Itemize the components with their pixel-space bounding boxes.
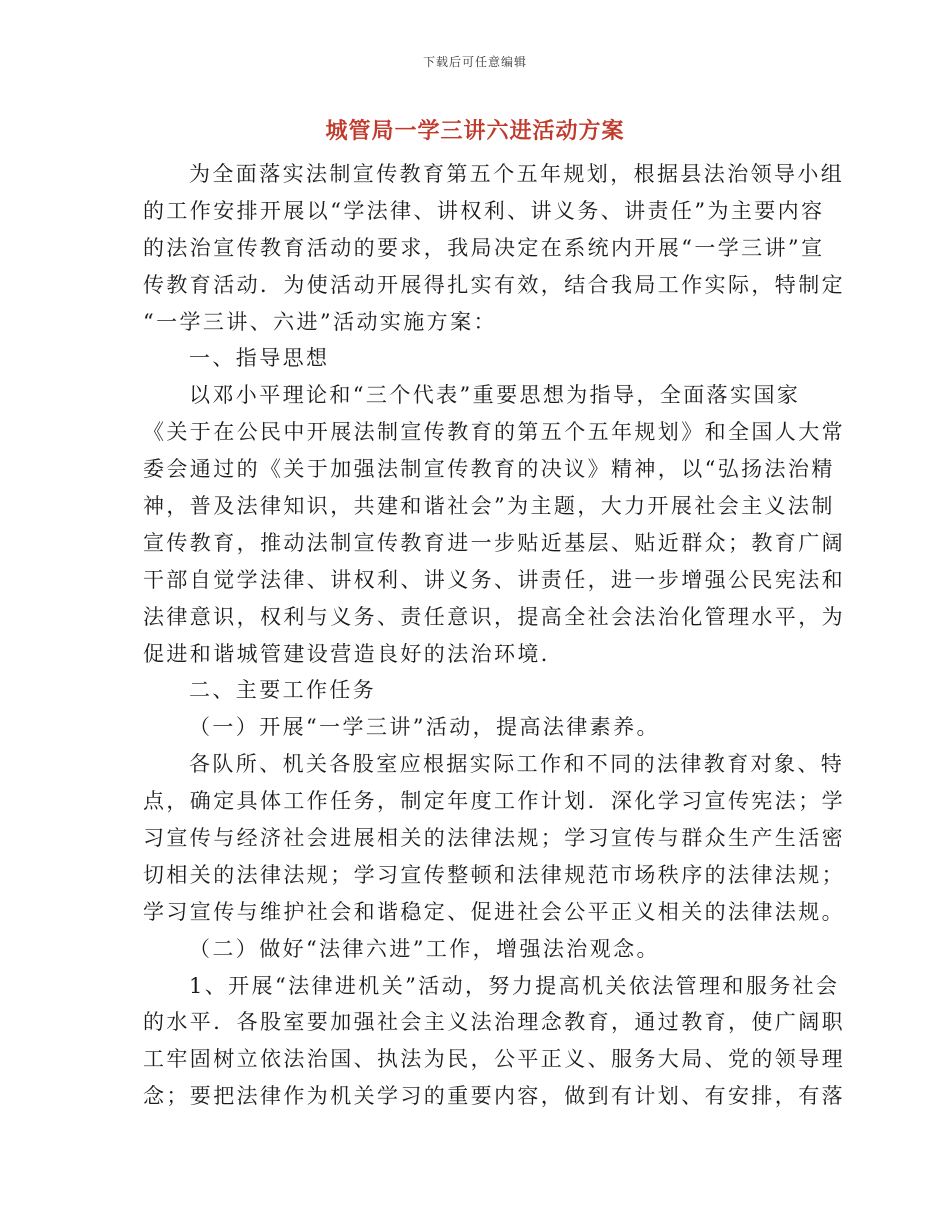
text-line: 传教育活动．为使活动开展得扎实有效，结合我局工作实际，特制定 bbox=[143, 272, 845, 297]
text-line: 的水平．各股室要加强社会主义法治理念教育，通过教育，使广阔职 bbox=[143, 1010, 845, 1035]
text-line: 干部自觉学法律、讲权利、讲义务、讲责任，进一步增强公民宪法和 bbox=[143, 567, 845, 592]
text-line: 各队所、机关各股室应根据实际工作和不同的法律教育对象、特 bbox=[189, 752, 845, 777]
text-line: 神，普及法律知识，共建和谐社会”为主题，大力开展社会主义法制 bbox=[143, 494, 835, 519]
text-line: （二）做好“法律六进”工作，增强法治观念。 bbox=[189, 936, 660, 961]
header-note: 下载后可任意编辑 bbox=[422, 55, 527, 69]
text-line: 的法治宣传教育活动的要求，我局决定在系统内开展“一学三讲”宣 bbox=[143, 235, 825, 260]
text-line: 促进和谐城管建设营造良好的法治环境． bbox=[143, 641, 565, 666]
text-line: 念；要把法律作为机关学习的重要内容，做到有计划、有安排，有落 bbox=[143, 1084, 845, 1109]
text-line: 切相关的法律法规；学习宣传整顿和法律规范市场秩序的法律法规； bbox=[143, 862, 845, 887]
text-line: 一、指导思想 bbox=[189, 346, 330, 371]
text-line: 宣传教育，推动法制宣传教育进一步贴近基层、贴近群众；教育广阔 bbox=[143, 530, 845, 555]
document-body bbox=[143, 156, 845, 1115]
text-line: 委会通过的《关于加强法制宣传教育的决议》精神，以“弘扬法治精 bbox=[143, 457, 835, 482]
text-line: 学习宣传与维护社会和谐稳定、促进社会公平正义相关的法律法规。 bbox=[143, 899, 845, 924]
text-line: 为全面落实法制宣传教育第五个五年规划，根据县法治领导小组 bbox=[189, 162, 845, 186]
text-line: （一）开展“一学三讲”活动，提高法律素养。 bbox=[189, 715, 660, 740]
text-line: 1、开展“法律进机关”活动，努力提高机关依法管理和服务社会 bbox=[189, 973, 840, 998]
text-line: 以邓小平理论和“三个代表”重要思想为指导，全面落实国家 bbox=[189, 383, 801, 408]
text-line: 的工作安排开展以“学法律、讲权利、讲义务、讲责任”为主要内容 bbox=[143, 198, 825, 223]
document-title: 城管局一学三讲六进活动方案 bbox=[325, 118, 625, 144]
text-line: 法律意识，权利与义务、责任意识，提高全社会法治化管理水平，为 bbox=[143, 604, 845, 629]
text-line: 工牢固树立依法治国、执法为民，公平正义、服务大局、党的领导理 bbox=[143, 1047, 845, 1072]
text-line: 点，确定具体工作任务，制定年度工作计划．深化学习宣传宪法；学 bbox=[143, 789, 845, 814]
text-line: 《关于在公民中开展法制宣传教育的第五个五年规划》和全国人大常 bbox=[143, 420, 845, 445]
text-line: “一学三讲、六进”活动实施方案： bbox=[143, 309, 497, 334]
text-line: 习宣传与经济社会进展相关的法律法规；学习宣传与群众生产生活密 bbox=[143, 826, 845, 851]
text-line: 二、主要工作任务 bbox=[189, 678, 377, 703]
